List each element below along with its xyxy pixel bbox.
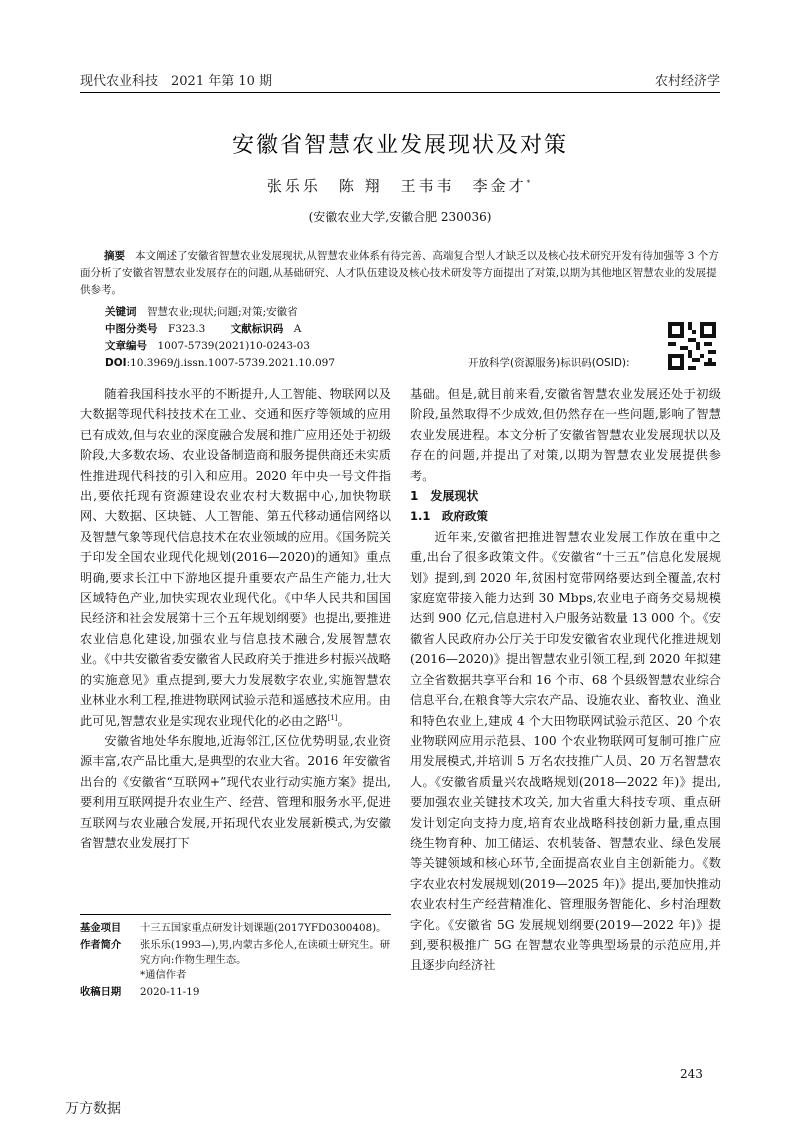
- doi-row: [105, 355, 335, 372]
- affiliation: (安徽农业大学,安徽合肥 230036): [308, 210, 492, 224]
- abstract-text: 本文阐述了安徽省智慧农业发展现状,从智慧农业体系有待完善、高端复合型人才缺乏以及核心技术研究开发有待加强等 3 个方面分析了安徽省智慧农业发展存在的问题,从基础研究、人才队伍建设及核心技术研发等方面提出了对策,以期为其他地区智慧农业的发展提供参考。: [80, 250, 719, 296]
- clc-label: 中图分类号: [105, 323, 158, 335]
- section-header: 农村经济学: [654, 74, 720, 89]
- corresponding-note: *通信作者: [140, 969, 187, 981]
- doi-value[interactable]: :10.3969/j.issn.1007-5739.2021.10.097: [126, 357, 336, 369]
- paragraph-end: 。: [337, 713, 350, 728]
- page-number: 243: [680, 1067, 703, 1081]
- footnote-block: [80, 921, 391, 1002]
- author-bio-label: 作者简介: [80, 939, 122, 951]
- received-date: 2020-11-19: [140, 986, 200, 998]
- body-paragraph: [80, 384, 391, 731]
- author-bio-row: [80, 938, 391, 983]
- journal-header: 现代农业科技 2021 年第 10 期: [80, 74, 273, 89]
- fund-label: 基金项目: [80, 922, 122, 934]
- keywords-row: [105, 304, 298, 321]
- received-row: [80, 985, 391, 1000]
- article-authors: [0, 175, 800, 196]
- footnote-rule: [80, 914, 391, 915]
- keywords-label: 关键词: [105, 306, 137, 318]
- citation-ref[interactable]: [1]: [327, 713, 338, 722]
- article-no-value: 1007-5739(2021)10-0243-03: [157, 340, 310, 352]
- classification-row: [105, 321, 301, 338]
- header-rule: [80, 92, 720, 93]
- paragraph-text: 随着我国科技水平的不断提升,人工智能、物联网以及大数据等现代科技技术在工业、交通和医疗等领域的应用已有成效,但与农业的深度融合发展和推广应用还处于初级阶段,大多数农场、农业设备制造商和服务提供商还未实质性推进现代科技的引入和应用。2020 年中央一号文件指出,要依托现有资源建设农业农村大数据中心,加快物联网、大数据、区块链、人工智能、第五代移动通信网络以及智慧气象等现代信息技术在农业领域的应用。《国务院关于印发全国农业现代化规划(2016—2020)的通知》重点明确,要求长江中下游地区提升重要农产品生产能力,壮大区域特色产业,加快实现农业现代化。《中华人民共和国国民经济和社会发展第十三个五年规划纲要》也提出,要推进农业信息化建设,加强农业与信息技术融合,发展智慧农业。《中共安徽省委安徽省人民政府关于推进乡村振兴战略的实施意见》重点提到,要大力发展数字农业,实施智慧农业林业水利工程,推进物联网试验示范和遥感技术应用。由此可见,智慧农业是实现农业现代化的必由之路: [80, 387, 391, 728]
- article-no-label: 文章编号: [105, 340, 147, 352]
- doc-code-label: 文献标识码: [230, 323, 284, 335]
- body-right-column: [410, 384, 721, 976]
- received-label: 收稿日期: [80, 986, 122, 998]
- article-title: 安徽省智慧农业发展现状及对策: [231, 133, 568, 158]
- body-paragraph: 近年来,安徽省把推进智慧农业发展工作放在重中之重,出台了很多政策文件。《安徽省“十三五”信息化发展规划》提到,到 2020 年,贫困村宽带网络要达到全覆盖,农村家庭宽带接入能力达到 30 Mbps,农业电子商务交易规模达到 900 亿元,信息进村入户服务站数量 13 000 个。《安徽省人民政府办公厅关于印发安徽省农业现代化推进规划(2016—2020)》提出智慧农业引领工程,到 2020 年拟建立全省数据共享平台和 16 个市、68 个县级智慧农业综合信息平台,在粮食等大宗农产品、设施农业、畜牧业、渔业和特色农业上,建成 4 个大田物联网试验示范区、20 个农业物联网应用示范县、100 个农业物联网可复制可推广应用发展模式,并培训 5 万名农技推广人员、20 万名智慧农人。《安徽省质量兴农战略规划(2018—2022 年)》提出,要加强农业关键技术攻关, 加大省重大科技专项、重点研发计划定向支持力度,培育农业战略科技创新力量,重点围绕生物育种、加工储运、农机装备、智慧农业、绿色发展等关键领域和核心环节,全面提高农业自主创新能力。《数字农业农村发展规划(2019—2025 年)》提出,要加快推动农业农村生产经营精准化、管理服务智能化、乡村治理数字化。《安徽省 5G 发展规划纲要(2019—2022 年)》提到,要积极推广 5G 在智慧农业等典型场景的示范应用,并且逐步向经济社: [410, 529, 721, 973]
- fund-row: [80, 921, 391, 936]
- doc-code-value: A: [293, 323, 302, 335]
- clc-value: F323.3: [168, 323, 206, 335]
- watermark: 万方数据: [65, 1101, 121, 1117]
- abstract-label: 摘要: [104, 250, 125, 262]
- abstract: [80, 248, 720, 299]
- article-no-row: [105, 338, 310, 355]
- fund-value: 十三五国家重点研发计划课题(2017YFD0300408)。: [140, 922, 387, 934]
- qr-code-icon[interactable]: [668, 322, 716, 370]
- keywords: 智慧农业;现状;问题;对策;安徽省: [147, 306, 298, 318]
- subsection-heading: 1.1 政府政策: [410, 509, 488, 524]
- author-bio-value: 张乐乐(1993—),男,内蒙古多伦人,在读硕士研究生。研究方向:作物生理生态。: [140, 939, 390, 966]
- author-names: 张乐乐 陈 翔 王韦韦 李金才: [266, 177, 527, 195]
- author-mark: *: [526, 179, 534, 187]
- body-left-column: [80, 384, 391, 853]
- osid-label: 开放科学(资源服务)标识码(OSID):: [468, 357, 630, 369]
- body-paragraph: 基础。但是,就目前来看,安徽省智慧农业发展还处于初级阶段,虽然取得不少成效,但仍然存在一些问题,影响了智慧农业发展进程。本文分析了安徽省智慧农业发展现状以及存在的问题,并提出了对策,以期为智慧农业发展提供参考。: [410, 387, 721, 483]
- doi-label: DOI: [105, 357, 127, 369]
- body-paragraph: 安徽省地处华东腹地,近海邻江,区位优势明显,农业资源丰富,农产品比重大,是典型的农业大省。2016 年安徽省出台的《安徽省“互联网+”现代农业行动实施方案》提出,要利用互联网提升农业生产、经营、管理和服务水平,促进互联网与农业融合发展,开拓现代农业发展新模式,为安徽省智慧农业发展打下: [80, 733, 391, 850]
- section-heading: 1 发展现状: [410, 489, 479, 504]
